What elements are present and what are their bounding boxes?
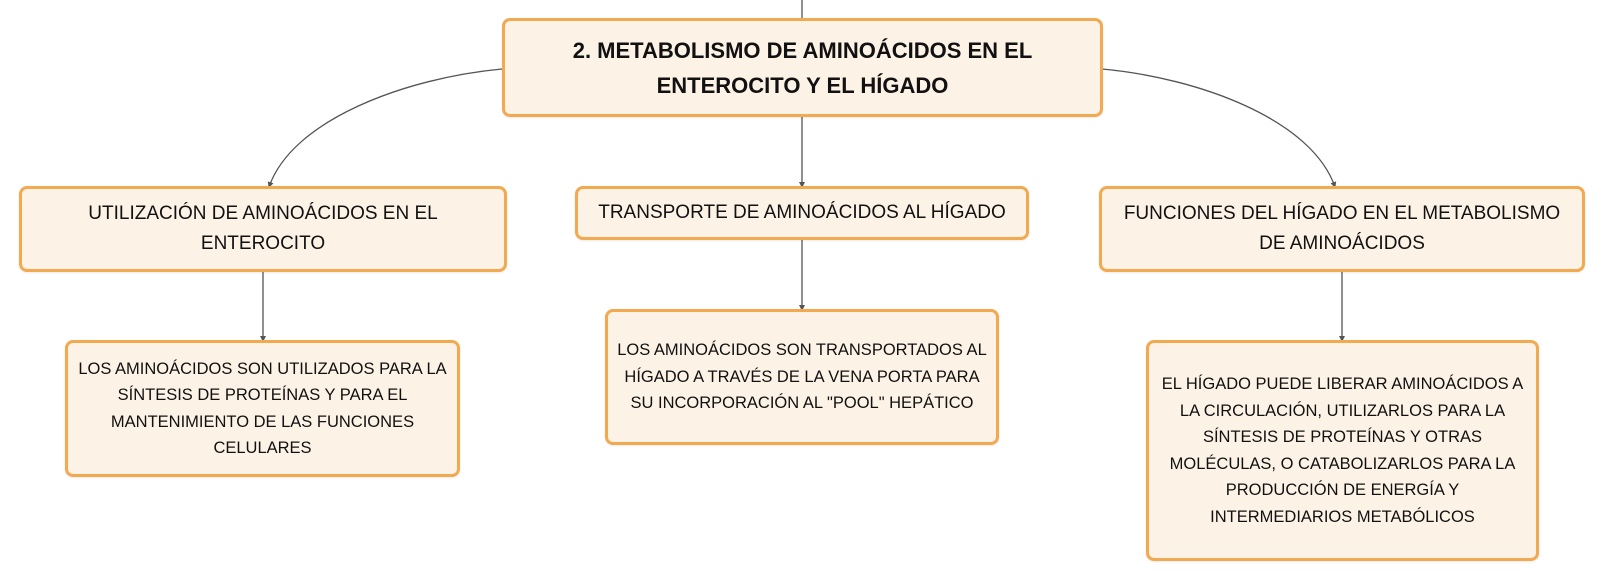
branch-title: TRANSPORTE DE AMINOÁCIDOS AL HÍGADO <box>598 202 1006 223</box>
detail-text: EL HÍGADO PUEDE LIBERAR AMINOÁCIDOS A LA CIRCULACIÓN, UTILIZARLOS PARA LA SÍNTESIS DE PROTEÍNAS Y OTRAS MOLÉCULAS, O CATABOLIZARLOS PARA LA PRODUCCIÓN DE ENERGÍA Y INTERMEDIARIOS METABÓLICOS <box>1161 375 1524 526</box>
root-node[interactable] <box>502 18 1103 117</box>
detail-text: LOS AMINOÁCIDOS SON TRANSPORTADOS AL HÍGADO A TRAVÉS DE LA VENA PORTA PARA SU INCORPORACIÓN AL "POOL" HEPÁTICO <box>617 341 987 413</box>
branch-title: FUNCIONES DEL HÍGADO EN EL METABOLISMO DE AMINOÁCIDOS <box>1123 203 1561 254</box>
branch-node-liver-functions[interactable] <box>1099 186 1585 272</box>
detail-text: LOS AMINOÁCIDOS SON UTILIZADOS PARA LA SÍNTESIS DE PROTEÍNAS Y PARA EL MANTENIMIENTO DE LAS FUNCIONES CELULARES <box>78 359 447 457</box>
detail-node-liver-functions[interactable] <box>1146 340 1539 561</box>
connector-root-to-branch-1 <box>269 69 502 187</box>
branch-node-transport[interactable] <box>575 186 1029 240</box>
branch-node-enterocyte[interactable] <box>19 186 507 272</box>
connector-root-to-branch-3 <box>1102 69 1335 187</box>
detail-node-transport[interactable] <box>605 309 999 445</box>
branch-title: UTILIZACIÓN DE AMINOÁCIDOS EN EL ENTEROCITO <box>88 203 438 254</box>
root-title: 2. METABOLISMO DE AMINOÁCIDOS EN EL ENTEROCITO Y EL HÍGADO <box>572 37 1033 98</box>
detail-node-enterocyte[interactable] <box>65 340 460 477</box>
